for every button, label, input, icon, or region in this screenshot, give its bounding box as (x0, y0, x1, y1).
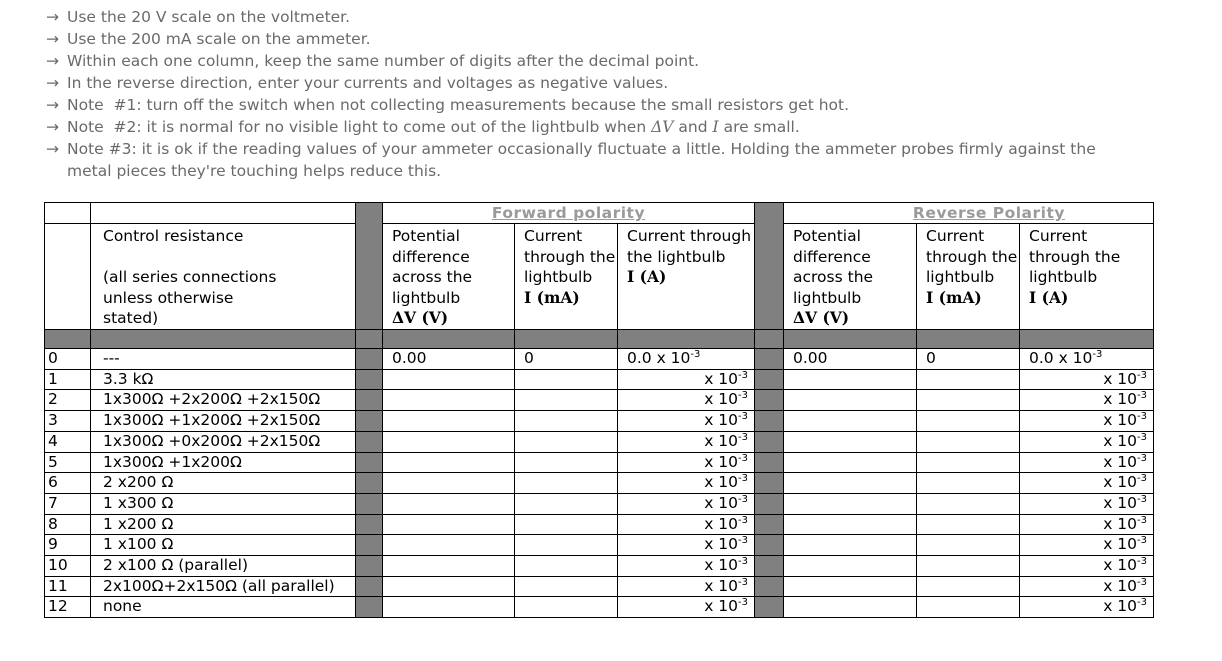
instruction-note-2: → Note #2: it is normal for no visible light to come out of the lightbulb when ΔV and I are small. (46, 118, 800, 136)
forward-current-ma-cell[interactable] (515, 597, 618, 618)
table-row (45, 369, 1154, 390)
reverse-voltage-cell[interactable] (784, 390, 917, 411)
table-row (45, 349, 1154, 370)
instruction-item: → Note #1: turn off the switch when not collecting measurements because the small resistors get hot. (46, 96, 850, 114)
forward-current-a-cell[interactable]: x $10^{-3}$ (618, 390, 755, 411)
reverse-voltage-cell[interactable] (784, 576, 917, 597)
control-resistance: --- (91, 349, 356, 370)
instruction-item: → Use the 20 V scale on the voltmeter. (46, 8, 351, 26)
separator (356, 369, 383, 390)
reverse-current-ma-cell[interactable]: 0 (917, 349, 1020, 370)
reverse-current-ma-cell[interactable] (917, 473, 1020, 494)
table-row (45, 431, 1154, 452)
row-index: 0 (45, 349, 91, 370)
arrow-icon: → (46, 118, 59, 136)
reverse-current-ma-cell[interactable] (917, 452, 1020, 473)
forward-voltage-cell[interactable] (383, 411, 515, 432)
reverse-current-a-cell[interactable]: x $10^{-3}$ (1020, 452, 1154, 473)
control-resistance: 1 x200 Ω (91, 514, 356, 535)
reverse-current-ma-cell[interactable] (917, 514, 1020, 535)
reverse-voltage-cell[interactable] (784, 514, 917, 535)
forward-current-ma-cell[interactable] (515, 514, 618, 535)
separator (356, 473, 383, 494)
arrow-icon: → (46, 74, 59, 92)
forward-polarity-label: Forward polarity (383, 203, 755, 224)
column-header-row (45, 224, 1154, 330)
forward-current-ma-cell[interactable] (515, 390, 618, 411)
instruction-item: → Use the 200 mA scale on the ammeter. (46, 30, 371, 48)
forward-voltage-cell[interactable] (383, 597, 515, 618)
forward-current-a-header: Current through the lightbulb I (A) (618, 224, 755, 330)
table-row (45, 390, 1154, 411)
arrow-icon: → (46, 30, 59, 48)
row-index: 7 (45, 493, 91, 514)
separator (356, 535, 383, 556)
table-row (45, 514, 1154, 535)
instruction-note-3: → Note #3: it is ok if the reading values of your ammeter occasionally fluctuate a little. Holding the ammeter probes firmly against the metal pieces they're touching helps reduce this. (46, 140, 1096, 180)
reverse-voltage-cell[interactable] (784, 431, 917, 452)
table-row (45, 493, 1154, 514)
forward-current-a-cell[interactable]: x $10^{-3}$ (618, 576, 755, 597)
separator (755, 473, 784, 494)
forward-voltage-cell[interactable] (383, 390, 515, 411)
separator (755, 514, 784, 535)
reverse-current-a-cell[interactable]: x $10^{-3}$ (1020, 535, 1154, 556)
separator (356, 349, 383, 370)
arrow-icon: → (46, 140, 59, 158)
forward-current-ma-cell[interactable] (515, 431, 618, 452)
reverse-current-ma-cell[interactable] (917, 369, 1020, 390)
row-index: 12 (45, 597, 91, 618)
reverse-current-a-cell[interactable]: x $10^{-3}$ (1020, 514, 1154, 535)
control-resistance: none (91, 597, 356, 618)
separator (755, 535, 784, 556)
instruction-item: → In the reverse direction, enter your currents and voltages as negative values. (46, 74, 669, 92)
row-index: 6 (45, 473, 91, 494)
separator (755, 576, 784, 597)
forward-current-ma-header: Current through the lightbulb I (mA) (515, 224, 618, 330)
forward-current-a-cell[interactable]: x $10^{-3}$ (618, 514, 755, 535)
reverse-current-ma-cell[interactable] (917, 597, 1020, 618)
control-resistance: 3.3 kΩ (91, 369, 356, 390)
separator (356, 514, 383, 535)
reverse-current-ma-cell[interactable] (917, 493, 1020, 514)
table-row (45, 452, 1154, 473)
table-row (45, 556, 1154, 577)
forward-current-a-cell[interactable]: 0.0 x $10^{-3}$ (618, 349, 755, 370)
forward-voltage-cell[interactable] (383, 431, 515, 452)
top-rule (46, 0, 136, 2)
row-index: 5 (45, 452, 91, 473)
reverse-current-ma-cell[interactable] (917, 390, 1020, 411)
reverse-polarity-label: Reverse Polarity (784, 203, 1154, 224)
forward-voltage-cell[interactable]: 0.00 (383, 349, 515, 370)
reverse-voltage-cell[interactable] (784, 556, 917, 577)
reverse-current-ma-cell[interactable] (917, 535, 1020, 556)
reverse-current-a-cell[interactable]: x $10^{-3}$ (1020, 556, 1154, 577)
reverse-potential-header: Potential difference across the lightbulb ΔV (V) (784, 224, 917, 330)
separator (755, 452, 784, 473)
instructions (46, 6, 1216, 182)
reverse-current-ma-cell[interactable] (917, 576, 1020, 597)
forward-current-a-cell[interactable]: x $10^{-3}$ (618, 411, 755, 432)
forward-current-ma-cell[interactable] (515, 452, 618, 473)
forward-voltage-cell[interactable] (383, 514, 515, 535)
reverse-current-ma-cell[interactable] (917, 411, 1020, 432)
forward-current-ma-cell[interactable] (515, 493, 618, 514)
separator (755, 411, 784, 432)
forward-current-a-cell[interactable]: x $10^{-3}$ (618, 473, 755, 494)
control-resistance: 2x100Ω+2x150Ω (all parallel) (91, 576, 356, 597)
separator (755, 493, 784, 514)
forward-voltage-cell[interactable] (383, 369, 515, 390)
forward-current-ma-cell[interactable] (515, 535, 618, 556)
control-resistance: 2 x200 Ω (91, 473, 356, 494)
separator (755, 203, 784, 330)
forward-current-a-cell[interactable]: x $10^{-3}$ (618, 369, 755, 390)
arrow-icon: → (46, 8, 59, 26)
table-row (45, 576, 1154, 597)
forward-current-a-cell[interactable]: x $10^{-3}$ (618, 597, 755, 618)
reverse-current-a-cell[interactable]: 0.0 x $10^{-3}$ (1020, 349, 1154, 370)
reverse-current-a-header: Current through the lightbulb I (A) (1020, 224, 1154, 330)
control-resistance: 1x300Ω +1x200Ω (91, 452, 356, 473)
reverse-voltage-cell[interactable] (784, 473, 917, 494)
forward-current-ma-cell[interactable] (515, 369, 618, 390)
separator (755, 369, 784, 390)
row-index: 8 (45, 514, 91, 535)
forward-voltage-cell[interactable] (383, 493, 515, 514)
row-index: 1 (45, 369, 91, 390)
reverse-voltage-cell[interactable] (784, 369, 917, 390)
separator (755, 431, 784, 452)
gray-spacer-row (45, 330, 1154, 349)
forward-current-ma-cell[interactable] (515, 576, 618, 597)
forward-voltage-cell[interactable] (383, 452, 515, 473)
row-index: 9 (45, 535, 91, 556)
polarity-header-row (45, 203, 1154, 224)
separator (356, 556, 383, 577)
separator (356, 203, 383, 330)
forward-voltage-cell[interactable] (383, 556, 515, 577)
instruction-item: → Within each one column, keep the same number of digits after the decimal point. (46, 52, 700, 70)
separator (755, 349, 784, 370)
forward-current-a-cell[interactable]: x $10^{-3}$ (618, 535, 755, 556)
row-index: 11 (45, 576, 91, 597)
reverse-current-a-cell[interactable]: x $10^{-3}$ (1020, 390, 1154, 411)
forward-current-a-cell[interactable]: x $10^{-3}$ (618, 431, 755, 452)
control-resistance: 1x300Ω +1x200Ω +2x150Ω (91, 411, 356, 432)
reverse-voltage-cell[interactable] (784, 452, 917, 473)
separator (755, 597, 784, 618)
row-index: 3 (45, 411, 91, 432)
separator (755, 390, 784, 411)
separator (356, 411, 383, 432)
control-resistance: 1x300Ω +2x200Ω +2x150Ω (91, 390, 356, 411)
separator (356, 390, 383, 411)
separator (356, 493, 383, 514)
reverse-current-a-cell[interactable]: x $10^{-3}$ (1020, 597, 1154, 618)
separator (356, 452, 383, 473)
forward-current-a-cell[interactable]: x $10^{-3}$ (618, 556, 755, 577)
reverse-voltage-cell[interactable] (784, 535, 917, 556)
separator (356, 431, 383, 452)
row-index: 10 (45, 556, 91, 577)
reverse-current-ma-header: Current through the lightbulb I (mA) (917, 224, 1020, 330)
control-resistance-header: Control resistance (all series connections unless otherwise stated) (91, 224, 356, 330)
forward-current-ma-cell[interactable] (515, 411, 618, 432)
reverse-current-a-cell[interactable]: x $10^{-3}$ (1020, 369, 1154, 390)
row-index: 4 (45, 431, 91, 452)
row-index: 2 (45, 390, 91, 411)
reverse-voltage-cell[interactable] (784, 493, 917, 514)
forward-current-ma-cell[interactable] (515, 473, 618, 494)
forward-current-ma-cell[interactable]: 0 (515, 349, 618, 370)
forward-voltage-cell[interactable] (383, 473, 515, 494)
reverse-current-a-cell[interactable]: x $10^{-3}$ (1020, 493, 1154, 514)
control-resistance: 1 x300 Ω (91, 493, 356, 514)
forward-current-a-cell[interactable]: x $10^{-3}$ (618, 452, 755, 473)
reverse-voltage-cell[interactable] (784, 597, 917, 618)
reverse-current-a-cell[interactable]: x $10^{-3}$ (1020, 473, 1154, 494)
forward-current-ma-cell[interactable] (515, 556, 618, 577)
control-resistance: 1 x100 Ω (91, 535, 356, 556)
table-row (45, 411, 1154, 432)
forward-current-a-cell[interactable]: x $10^{-3}$ (618, 493, 755, 514)
separator (356, 597, 383, 618)
control-resistance: 2 x100 Ω (parallel) (91, 556, 356, 577)
separator (356, 576, 383, 597)
control-resistance: 1x300Ω +0x200Ω +2x150Ω (91, 431, 356, 452)
reverse-current-a-cell[interactable]: x $10^{-3}$ (1020, 576, 1154, 597)
table-row (45, 535, 1154, 556)
table-row (45, 473, 1154, 494)
reverse-voltage-cell[interactable] (784, 411, 917, 432)
reverse-voltage-cell[interactable]: 0.00 (784, 349, 917, 370)
forward-voltage-cell[interactable] (383, 535, 515, 556)
reverse-current-ma-cell[interactable] (917, 431, 1020, 452)
forward-potential-header: Potential difference across the lightbulb ΔV (V) (383, 224, 515, 330)
arrow-icon: → (46, 96, 59, 114)
table-row (45, 597, 1154, 618)
arrow-icon: → (46, 52, 59, 70)
forward-voltage-cell[interactable] (383, 576, 515, 597)
reverse-current-a-cell[interactable]: x $10^{-3}$ (1020, 411, 1154, 432)
separator (755, 556, 784, 577)
reverse-current-a-cell[interactable]: x $10^{-3}$ (1020, 431, 1154, 452)
measurement-table (44, 202, 1154, 618)
reverse-current-ma-cell[interactable] (917, 556, 1020, 577)
